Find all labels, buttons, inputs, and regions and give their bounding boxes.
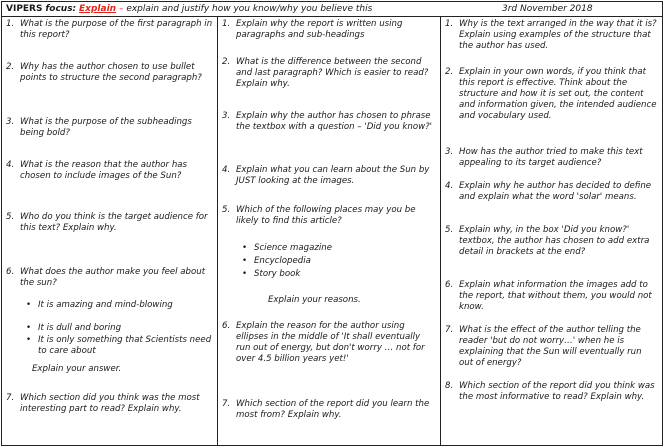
question-text: Explain why the author has chosen to phrase the textbox with a question – 'Did you know?' — [236, 111, 433, 132]
question-text: Explain what information the images add to the report, that without them, you would not know. — [459, 280, 652, 312]
question-number: 5. — [6, 212, 15, 222]
question-number: 2. — [445, 67, 454, 77]
question-text: What is the reason that the author has chosen to include images of the Sun? — [20, 160, 188, 181]
question-item — [445, 181, 658, 203]
question-text: What is the purpose of the subheadings being bold? — [20, 117, 192, 138]
question-text: Who do you think is the target audience for this text? Explain why. — [20, 212, 208, 233]
followup-instruction: Explain your reasons. — [268, 295, 361, 305]
question-item — [222, 321, 436, 365]
question-item — [445, 280, 658, 313]
question-number: 6. — [6, 267, 15, 277]
followup-instruction: Explain your answer. — [32, 364, 122, 374]
question-number: 6. — [445, 280, 454, 290]
question-text: What is the difference between the second and last paragraph? Which is easier to read? Explain why. — [236, 57, 429, 89]
question-item — [6, 117, 213, 139]
question-text: Which section of the report did you think was the most informative to read? Explain why. — [459, 381, 655, 402]
option-text: Story book — [254, 269, 301, 279]
option-bullet: • Encyclopedia — [242, 256, 311, 266]
question-item — [445, 381, 658, 403]
question-text: Which of the following places may you be likely to find this article? — [236, 205, 416, 226]
option-bullet: • It is amazing and mind-blowing — [26, 300, 173, 310]
question-item — [222, 399, 436, 421]
option-bullet: • Science magazine — [242, 243, 333, 253]
question-number: 4. — [6, 160, 15, 170]
question-item — [445, 147, 658, 169]
question-text: Explain why the report is written using paragraphs and sub-headings — [236, 19, 403, 40]
question-text: Explain why, in the box 'Did you know?' textbox, the author has chosen to add extra detail in brackets at the end? — [459, 225, 650, 257]
question-column-3 — [441, 17, 662, 445]
question-number: 2. — [222, 57, 231, 67]
question-text: How has the author tried to make this text appealing to its target audience? — [459, 147, 643, 168]
question-item — [6, 393, 213, 415]
header-keyword: Explain — [79, 4, 117, 14]
question-number: 3. — [222, 111, 231, 121]
question-text: Why is the text arranged in the way that it is? Explain using examples of the structure that the author has used. — [459, 19, 657, 51]
question-text: Which section did you think was the most interesting part to read? Explain why. — [20, 393, 200, 414]
option-bullet: • Story book — [242, 269, 301, 279]
option-text: It is only something that Scientists need to care about — [38, 335, 212, 356]
header-separator: – — [116, 4, 127, 14]
question-column-2 — [218, 17, 441, 445]
question-number: 1. — [222, 19, 231, 29]
question-item — [222, 165, 436, 187]
header-instruction: explain and justify how you know/why you believe this — [126, 4, 373, 14]
question-item — [445, 67, 658, 122]
question-column-1 — [2, 17, 218, 445]
question-number: 4. — [222, 165, 231, 175]
question-text: Why has the author chosen to use bullet points to structure the second paragraph? — [20, 62, 202, 83]
question-item — [6, 19, 213, 41]
question-number: 2. — [6, 62, 15, 72]
header-date: 3rd November 2018 — [502, 4, 593, 14]
question-text: What does the author make you feel about the sun? — [20, 267, 206, 288]
option-text: Science magazine — [254, 243, 333, 253]
question-text: Explain in your own words, if you think that this report is effective. Think about the structure and how it is set out, the content and information given, the intended audience and vocabulary used. — [459, 67, 657, 121]
option-text: It is dull and boring — [38, 323, 122, 333]
question-item — [445, 225, 658, 258]
question-item — [222, 205, 436, 227]
question-number: 3. — [6, 117, 15, 127]
worksheet-header — [2, 2, 662, 17]
question-item — [6, 62, 213, 84]
header-lead: VIPERS — [6, 4, 43, 14]
question-number: 4. — [445, 181, 454, 191]
question-item — [222, 111, 436, 133]
question-item — [6, 212, 213, 234]
question-text: What is the effect of the author telling the reader 'but do not worry…' when he is explaining that the Sun will eventually run out of energy? — [459, 325, 642, 368]
question-number: 5. — [222, 205, 231, 215]
question-item — [222, 19, 436, 41]
question-number: 8. — [445, 381, 454, 391]
question-number: 7. — [222, 399, 231, 409]
option-bullet: • It is dull and boring — [26, 323, 122, 333]
option-text: It is amazing and mind-blowing — [38, 300, 173, 310]
question-item — [445, 19, 658, 52]
option-text: Encyclopedia — [254, 256, 311, 266]
question-number: 5. — [445, 225, 454, 235]
question-item — [445, 325, 658, 369]
question-text: What is the purpose of the first paragraph in this report? — [20, 19, 213, 40]
question-number: 3. — [445, 147, 454, 157]
option-bullet: • It is only something that Scientists need to care about — [26, 335, 212, 356]
question-item — [6, 267, 213, 289]
header-focus: focus: — [45, 4, 77, 14]
worksheet — [1, 1, 663, 446]
question-number: 7. — [445, 325, 454, 335]
question-text: Which section of the report did you learn the most from? Explain why. — [236, 399, 430, 420]
question-text: Explain why he author has decided to define and explain what the word 'solar' means. — [459, 181, 652, 202]
question-item — [6, 160, 213, 182]
header-title — [6, 3, 372, 15]
question-item — [222, 57, 436, 90]
question-number: 1. — [6, 19, 15, 29]
question-number: 6. — [222, 321, 231, 331]
question-text: Explain what you can learn about the Sun by JUST looking at the images. — [236, 165, 430, 186]
question-number: 1. — [445, 19, 454, 29]
question-number: 7. — [6, 393, 15, 403]
question-text: Explain the reason for the author using ellipses in the middle of 'It shall eventually run out of energy, but don't worry … not for over 4.5 billion years yet!' — [236, 321, 425, 364]
